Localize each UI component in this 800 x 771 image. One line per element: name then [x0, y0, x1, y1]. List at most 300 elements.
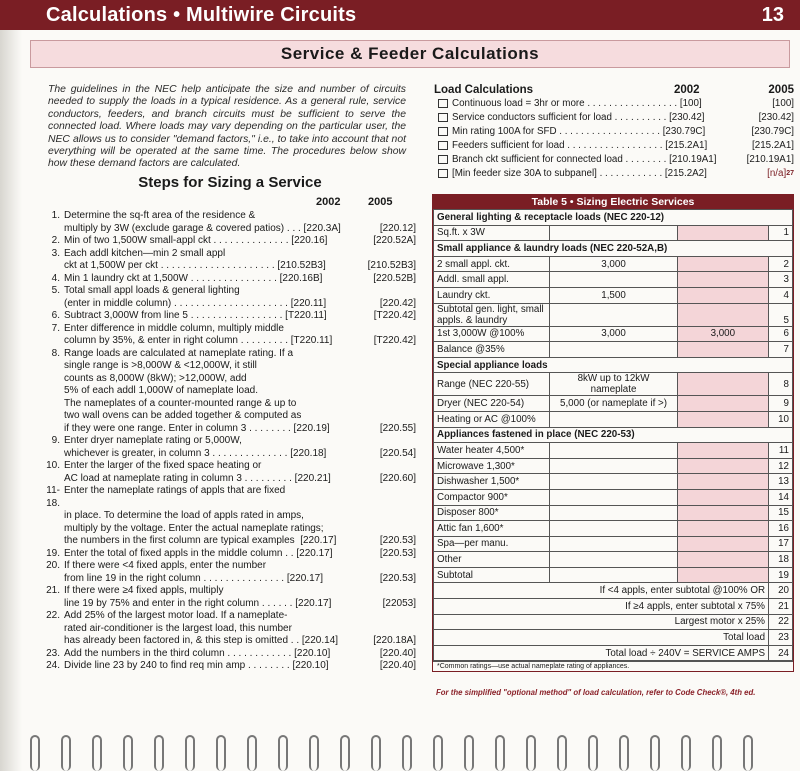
table-row [434, 241, 793, 257]
step-number [44, 635, 64, 648]
binding-coil [743, 735, 753, 771]
table-item-label: Attic fan 1,600* [434, 521, 550, 537]
table-middle-value [550, 342, 677, 358]
step-row [44, 598, 416, 611]
step-2005-ref: [220.40] [379, 647, 416, 659]
step-row [44, 660, 416, 673]
step-2005-ref: [220.53] [379, 572, 416, 584]
step-2005-ref [366, 398, 416, 411]
step-row [44, 560, 416, 573]
step-2005-ref: [220.53] [379, 535, 416, 546]
table-item-label: Dryer (NEC 220-54) [434, 396, 550, 412]
table-summary-label: Total load ÷ 240V = SERVICE AMPS [434, 645, 769, 661]
table-middle-value: 8kW up to 12kW nameplate [550, 373, 677, 396]
step-2005-ref [366, 385, 416, 398]
load-calc-2005-ref [728, 111, 794, 125]
table-right-value: 3,000 [677, 326, 768, 342]
step-number [44, 535, 64, 548]
step-text: the numbers in the first column are typical examples [220.17] [64, 535, 337, 546]
load-calc-2005-value: [215.2A1] [752, 140, 794, 151]
table-row [434, 505, 793, 521]
page-title-bar [30, 40, 790, 68]
step-number [44, 623, 64, 636]
step-text: Enter difference in middle column, multiply middle [64, 322, 284, 334]
step-text: Enter dryer nameplate rating or 5,000W, [64, 435, 242, 446]
table-line-number: 1 [769, 225, 793, 241]
table-row [434, 458, 793, 474]
binding-coil [495, 735, 505, 771]
step-2005-ref [366, 523, 416, 536]
table-line-number: 8 [769, 373, 793, 396]
table-middle-value [550, 303, 677, 326]
table-right-value [677, 287, 768, 303]
step-row [44, 260, 416, 273]
table-row [434, 326, 793, 342]
binding-coil [154, 735, 164, 771]
table-row [434, 645, 793, 661]
load-calc-2005-value: [210.19A1] [746, 154, 794, 165]
table-section-header: General lighting & receptacle loads (NEC 220-12) [434, 210, 793, 226]
table-line-number: 7 [769, 342, 793, 358]
load-calc-row [434, 153, 794, 167]
table-line-number: 3 [769, 272, 793, 288]
footnote-marker: 27 [786, 170, 794, 177]
table-row [434, 411, 793, 427]
binding-coil [712, 735, 722, 771]
binding-coil [371, 735, 381, 771]
table-right-value [677, 411, 768, 427]
step-2005-ref [366, 410, 416, 423]
table-right-value [677, 552, 768, 568]
step-row [44, 623, 416, 636]
table-item-label: Dishwasher 1,500* [434, 474, 550, 490]
table-item-label: 2 small appl. ckt. [434, 256, 550, 272]
table-item-label-line: appls. & laundry [437, 314, 508, 326]
table-row [434, 357, 793, 373]
step-number [44, 298, 64, 311]
checkbox-icon[interactable] [438, 127, 448, 136]
page-header [0, 0, 800, 30]
step-row [44, 210, 416, 223]
table-row [434, 303, 793, 326]
step-2005-ref [366, 610, 416, 623]
binding-coil [216, 735, 226, 771]
table-summary-label: Largest motor x 25% [434, 614, 769, 630]
table-middle-value: 3,000 [550, 256, 677, 272]
load-calc-2005-value: [100] [772, 98, 794, 109]
page-number: 13 [761, 3, 784, 26]
table-right-value [677, 396, 768, 412]
step-row [44, 423, 416, 436]
step-row [44, 373, 416, 386]
step-number [44, 510, 64, 523]
step-number: 19. [46, 547, 60, 559]
steps-year-2005: 2005 [368, 196, 393, 208]
table-right-value [677, 505, 768, 521]
step-number [44, 385, 64, 398]
load-calc-row [434, 111, 794, 125]
step-text: Divide line 23 by 240 to find req min amp . . . . . . . . [220.10] [64, 660, 329, 671]
binding-coil [588, 735, 598, 771]
step-row [44, 435, 416, 448]
page-shadow [0, 30, 22, 771]
step-2005-ref [366, 623, 416, 636]
table-item-label: Other [434, 552, 550, 568]
table-row [434, 272, 793, 288]
table-line-number: 20 [769, 583, 793, 599]
step-text: from line 19 in the right column . . . . . . . . . . . . . . . [220.17] [64, 572, 324, 584]
step-2005-ref [366, 435, 416, 448]
table-right-value [677, 489, 768, 505]
step-row [44, 535, 416, 548]
step-text: Enter the larger of the fixed space heating or [64, 460, 262, 471]
step-2005-ref: [220.54] [379, 447, 416, 459]
table-right-value [677, 458, 768, 474]
step-row [44, 460, 416, 473]
binding-coil [526, 735, 536, 771]
binding-coil [247, 735, 257, 771]
load-calc-text: Feeders sufficient for load . . . . . . . . . . . . . . . . . . [215.2A1] [452, 140, 708, 151]
table-line-number: 21 [769, 599, 793, 615]
load-calc-row [434, 125, 794, 139]
table-row [434, 583, 793, 599]
table-row [434, 396, 793, 412]
step-number: 8. [51, 347, 60, 359]
table-middle-value [550, 474, 677, 490]
table-right-value [677, 443, 768, 459]
step-2005-ref: [220.52B] [373, 272, 416, 284]
step-number [44, 335, 64, 348]
table-middle-value [550, 552, 677, 568]
step-number: 21. [46, 585, 60, 596]
step-text: multiply by 3W (exclude garage & covered patios) . . . [220.3A] [64, 222, 341, 234]
step-number: 10. [46, 460, 60, 471]
step-number: 2. [51, 235, 60, 246]
step-2005-ref [366, 360, 416, 373]
step-row [44, 410, 416, 423]
table-summary-label: Total load [434, 630, 769, 646]
step-row [44, 348, 416, 361]
step-number: 9. [51, 435, 60, 446]
table-line-number: 19 [769, 567, 793, 583]
table-row [434, 225, 793, 241]
step-text: two wall ovens can be added together & computed as [64, 410, 302, 421]
step-2005-ref: [220.12] [379, 222, 416, 234]
table-line-number: 23 [769, 630, 793, 646]
step-text: Range loads are calculated at nameplate rating. If a [64, 347, 294, 359]
table-line-number: 14 [769, 489, 793, 505]
load-calc-header [434, 82, 794, 97]
step-row [44, 523, 416, 536]
table-middle-value: 5,000 (or nameplate if >) [550, 396, 677, 412]
step-2005-ref: [220.42] [379, 297, 416, 309]
load-calculations [434, 82, 794, 181]
step-row [44, 448, 416, 461]
step-number [44, 223, 64, 236]
binding-coil [557, 735, 567, 771]
table-line-number: 2 [769, 256, 793, 272]
binding-coil [309, 735, 319, 771]
table-item-label: Balance @35% [434, 342, 550, 358]
step-number: 24. [46, 660, 60, 671]
step-2005-ref [366, 348, 416, 361]
step-text: Each addl kitchen—min 2 small appl [64, 247, 226, 259]
table-row [434, 287, 793, 303]
checkbox-icon[interactable] [438, 99, 448, 108]
step-2005-ref [366, 585, 416, 598]
table-middle-value [550, 505, 677, 521]
step-number [44, 523, 64, 536]
table-row [434, 552, 793, 568]
table-line-number: 4 [769, 287, 793, 303]
step-number: 4. [51, 272, 60, 284]
step-2005-ref [366, 485, 416, 510]
table-line-number: 15 [769, 505, 793, 521]
load-calc-2005-ref [728, 153, 794, 167]
table-item-label: Compactor 900* [434, 489, 550, 505]
page-title: Service & Feeder Calculations [280, 44, 540, 63]
step-number: 11-18. [46, 485, 60, 509]
load-calc-2005-ref [728, 125, 794, 139]
load-calc-2005-ref [728, 97, 794, 111]
step-row [44, 473, 416, 486]
step-text: Determine the sq-ft area of the residence & [64, 210, 256, 221]
load-calc-text: Service conductors sufficient for load . . . . . . . . . . [230.42] [452, 112, 705, 123]
step-text: line 19 by 75% and enter in the right column . . . . . . [220.17] [64, 597, 332, 609]
step-row [44, 398, 416, 411]
step-text: if they were one range. Enter in column 3 . . . . . . . . [220.19] [64, 422, 330, 434]
step-2005-ref: [220.18A] [373, 635, 416, 646]
step-text: has already been factored in, & this step is omitted . . [220.14] [64, 635, 339, 646]
spiral-binding [0, 727, 800, 771]
step-text: 5% of each addl 1,000W of nameplate load. [64, 385, 259, 396]
step-text: in place. To determine the load of appls rated in amps, [64, 510, 304, 521]
load-calc-2005-ref [728, 167, 794, 181]
table-middle-value [550, 489, 677, 505]
table-line-number: 5 [769, 303, 793, 326]
table-row [434, 614, 793, 630]
step-number [44, 398, 64, 411]
step-number: 22. [46, 610, 60, 621]
table-middle-value [550, 536, 677, 552]
table-summary-label: If ≥4 appls, enter subtotal x 75% [434, 599, 769, 615]
step-text: If there were ≥4 fixed appls, multiply [64, 585, 224, 596]
step-number: 7. [51, 322, 60, 334]
table-right-value [677, 567, 768, 583]
step-row [44, 585, 416, 598]
step-text: counts as 8,000W (8kW); >12,000W, add [64, 372, 247, 384]
table-section-header: Appliances fastened in place (NEC 220-53) [434, 427, 793, 443]
step-2005-ref: [22053] [382, 597, 416, 609]
load-calc-row [434, 167, 794, 181]
load-calc-year-2002: 2002 [674, 83, 700, 96]
step-number: 3. [51, 247, 60, 259]
step-row [44, 548, 416, 561]
step-number [44, 573, 64, 586]
table-row [434, 521, 793, 537]
binding-coil [650, 735, 660, 771]
binding-coil [30, 735, 40, 771]
step-2005-ref [366, 210, 416, 223]
step-text: single range is >8,000W & <12,000W, it still [64, 360, 257, 371]
step-row [44, 360, 416, 373]
table-item-label-line: Subtotal gen. light, small [437, 303, 544, 315]
checkbox-icon[interactable] [438, 113, 448, 122]
table-right-value [677, 225, 768, 241]
table-right-value [677, 256, 768, 272]
step-number [44, 373, 64, 386]
table-row [434, 567, 793, 583]
step-2005-ref [366, 373, 416, 386]
step-number: 1. [51, 210, 60, 221]
step-2005-ref: [220.53] [379, 547, 416, 559]
step-text: Enter the total of fixed appls in the middle column . . [220.17] [64, 547, 333, 559]
step-row [44, 223, 416, 236]
step-text: multiply by the voltage. Enter the actual nameplate ratings; [64, 522, 324, 534]
step-2005-ref: [210.52B3] [367, 260, 416, 271]
step-number [44, 473, 64, 486]
step-text: column by 35%, & enter in right column . . . . . . . . . [T220.11] [64, 335, 333, 346]
step-2005-ref: [220.55] [379, 422, 416, 434]
step-2005-ref [366, 460, 416, 473]
step-text: Total small appl loads & general lighting [64, 285, 240, 296]
load-calc-2005-value: [n/a] [767, 168, 787, 179]
table-right-value [677, 342, 768, 358]
step-text: Add 25% of the largest motor load. If a nameplate- [64, 610, 288, 621]
checkbox-icon[interactable] [438, 155, 448, 164]
step-row [44, 635, 416, 648]
step-text: Min 1 laundry ckt at 1,500W . . . . . . . . . . . . . . . . [220.16B] [64, 272, 323, 284]
load-calc-text: Branch ckt sufficient for connected load . . . . . . . . [210.19A1] [452, 154, 717, 165]
step-2005-ref [366, 285, 416, 298]
table-item-label: Range (NEC 220-55) [434, 373, 550, 396]
step-2005-ref [366, 560, 416, 573]
step-text: If there were <4 fixed appls, enter the number [64, 560, 267, 571]
step-row [44, 335, 416, 348]
step-text: rated air-conditioner is the largest load, this number [64, 622, 292, 634]
step-row [44, 610, 416, 623]
step-2005-ref [366, 323, 416, 336]
binding-coil [433, 735, 443, 771]
step-number: 6. [51, 310, 60, 321]
step-text: AC load at nameplate rating in column 3 . . . . . . . . . [220.21] [64, 472, 331, 484]
table-item-label: Laundry ckt. [434, 287, 550, 303]
steps-heading: Steps for Sizing a Service [138, 174, 322, 191]
step-row [44, 235, 416, 248]
step-row [44, 648, 416, 661]
step-row [44, 285, 416, 298]
step-number: 5. [51, 285, 60, 296]
table-line-number: 17 [769, 536, 793, 552]
load-calc-text: [Min feeder size 30A to subpanel] . . . . . . . . . . . . [215.2A2] [452, 168, 707, 179]
checkbox-icon[interactable] [438, 141, 448, 150]
step-text: (enter in middle column) . . . . . . . . . . . . . . . . . . . . . [220.11] [64, 297, 327, 309]
load-calc-row [434, 97, 794, 111]
table-right-value [677, 521, 768, 537]
table-right-value [677, 272, 768, 288]
table-item-label: Subtotal [434, 567, 550, 583]
table-item-label: 1st 3,000W @100% [434, 326, 550, 342]
step-text: ckt at 1,500W per ckt . . . . . . . . . . . . . . . . . . . . . [210.52B3] [64, 260, 326, 271]
binding-coil [340, 735, 350, 771]
table-row [434, 427, 793, 443]
step-text: Subtract 3,000W from line 5 . . . . . . . . . . . . . . . . . [T220.11] [64, 310, 327, 321]
footer-note: For the simplified "optional method" of load calculation, refer to Code Check®, 4th ed. [436, 688, 756, 697]
table-line-number: 22 [769, 614, 793, 630]
step-row [44, 298, 416, 311]
load-calc-heading: Load Calculations [434, 83, 534, 96]
step-2005-ref [366, 248, 416, 261]
table-middle-value [550, 272, 677, 288]
table-row [434, 443, 793, 459]
step-row [44, 385, 416, 398]
step-row [44, 248, 416, 261]
step-2005-ref: [220.40] [379, 660, 416, 671]
load-calc-text: Min rating 100A for SFD . . . . . . . . . . . . . . . . . . . [230.79C] [452, 126, 706, 137]
table-right-value [677, 536, 768, 552]
table-middle-value [550, 225, 677, 241]
table-middle-value: 1,500 [550, 287, 677, 303]
table-row [434, 342, 793, 358]
step-row [44, 510, 416, 523]
load-calc-row [434, 139, 794, 153]
table-line-number: 18 [769, 552, 793, 568]
table-item-label: Microwave 1,300* [434, 458, 550, 474]
table-line-number: 9 [769, 396, 793, 412]
table-line-number: 12 [769, 458, 793, 474]
step-text: Enter the nameplate ratings of appls that are fixed [64, 485, 286, 496]
checkbox-icon[interactable] [438, 169, 448, 178]
table-row [434, 256, 793, 272]
binding-coil [681, 735, 691, 771]
table-middle-value [550, 521, 677, 537]
table-section-header: Small appliance & laundry loads (NEC 220-52A,B) [434, 241, 793, 257]
table-summary-label: If <4 appls, enter subtotal @100% OR [434, 583, 769, 599]
table-middle-value [550, 411, 677, 427]
table-line-number: 24 [769, 645, 793, 661]
table-line-number: 6 [769, 326, 793, 342]
step-row [44, 273, 416, 286]
step-text: whichever is greater, in column 3 . . . . . . . . . . . . . . [220.18] [64, 447, 327, 459]
step-2005-ref: [T220.42] [373, 310, 416, 321]
steps-year-2002: 2002 [316, 196, 341, 208]
step-2005-ref: [T220.42] [373, 335, 416, 346]
step-number [44, 423, 64, 436]
step-number [44, 448, 64, 461]
load-calc-2005-value: [230.79C] [751, 126, 794, 137]
step-row [44, 323, 416, 336]
binding-coil [464, 735, 474, 771]
table-row [434, 536, 793, 552]
step-text: Min of two 1,500W small-appl ckt . . . . . . . . . . . . . . [220.16] [64, 235, 328, 246]
step-2005-ref: [220.52A] [373, 235, 416, 246]
binding-coil [278, 735, 288, 771]
intro-paragraph: The guidelines in the NEC help anticipate the size and number of circuits needed to supply the loads in a typical residence. As a general rule, service conductors, feeders, and branch circuits must be sufficient to serve the connected load. Where loads may vary depending on the particular user, the NEC allows us to consider "demand factors," i.e., to take into account that not everything will be operated at the same time. The procedures below show how these demand factors are calculated. [48, 84, 406, 170]
binding-coil [402, 735, 412, 771]
step-2005-ref [366, 510, 416, 523]
step-row [44, 573, 416, 586]
table-5 [432, 194, 794, 672]
step-row [44, 310, 416, 323]
table-right-value [677, 373, 768, 396]
table-row [434, 630, 793, 646]
table-5-note: *Common ratings—use actual nameplate rating of appliances. [433, 661, 793, 671]
table-line-number: 16 [769, 521, 793, 537]
table-item-label: Addl. small appl. [434, 272, 550, 288]
steps-list [44, 210, 416, 673]
table-middle-value: 3,000 [550, 326, 677, 342]
step-text: The nameplates of a counter-mounted range & up to [64, 397, 297, 409]
